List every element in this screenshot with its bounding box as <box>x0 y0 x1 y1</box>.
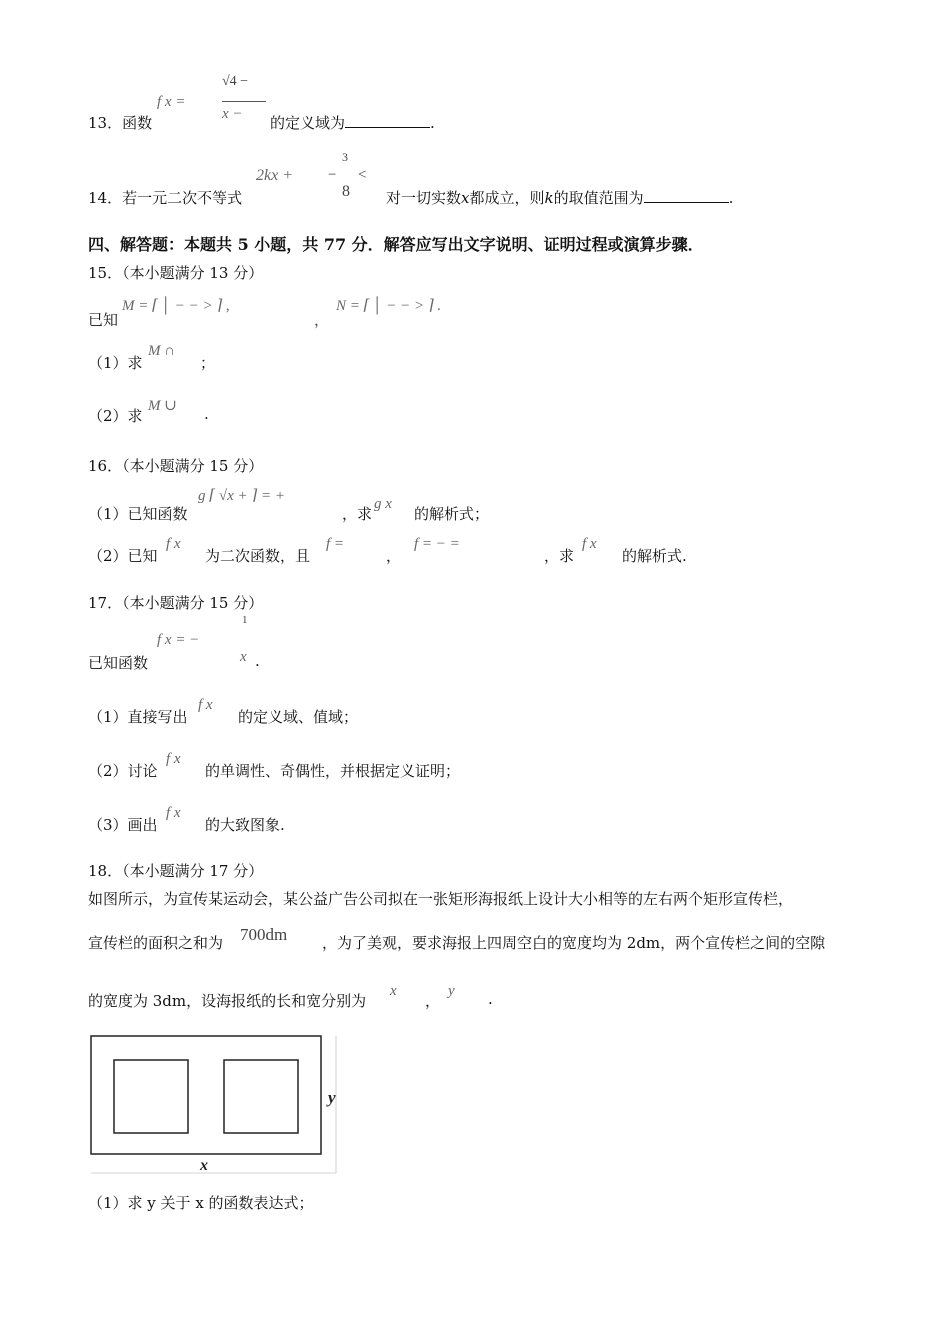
poster-diagram <box>88 1033 340 1175</box>
q15-part2-end: . <box>204 405 209 423</box>
q15-known: 已知 <box>88 311 119 329</box>
q16-p2-c1: f = <box>326 536 345 552</box>
q14-suffix: 的取值范围为 <box>553 189 644 207</box>
q14-var-x: x <box>461 189 470 207</box>
q18-area: 700dm <box>240 925 288 944</box>
q17-p2-fx: f x <box>166 751 181 767</box>
q15-part2-label: （2）求 <box>88 407 143 425</box>
q17-p3-fx: f x <box>166 805 181 821</box>
q13-prefix: 13．函数 <box>88 114 153 132</box>
q17-formula: f x = − <box>157 632 200 648</box>
q16-p2-c2: f = − = <box>414 536 460 552</box>
q13-suffix: 的定义域为 <box>270 114 346 132</box>
q18-line2b: ，为了美观，要求海报上四周空白的宽度均为 2dm，两个宣传栏之间的空隙 <box>322 934 826 952</box>
q13-fraction-bar <box>222 101 266 102</box>
q17-numerator: 1 <box>242 614 248 626</box>
q17-denominator: x <box>240 649 247 665</box>
q16-p2-comma: ， <box>386 547 402 565</box>
section4-heading: 四、解答题：本题共 5 小题，共 77 分．解答应写出文字说明、证明过程或演算步骤． <box>88 235 704 254</box>
q14-eight: 8 <box>342 183 350 200</box>
q15-set-n: N = ⌈ │ − − > ⌉ . <box>336 298 442 314</box>
q14-minus: − <box>328 167 337 183</box>
q13-answer-blank[interactable] <box>345 113 430 128</box>
q18-end: . <box>488 990 493 1008</box>
q13-end: . <box>430 114 435 132</box>
q16-p2-mid: 为二次函数，且 <box>205 547 311 565</box>
q18-line2a: 宣传栏的面积之和为 <box>88 934 224 952</box>
poster-right-panel <box>224 1060 298 1133</box>
q13-formula-lhs: f x = <box>157 94 186 110</box>
q18-line3a: 的宽度为 3dm，设海报纸的长和宽分别为 <box>88 992 367 1010</box>
q18-title: 18．（本小题满分 17 分） <box>88 862 264 880</box>
q17-p3-end: 的大致图象. <box>205 816 285 834</box>
q16-p1-label: （1）已知函数 <box>88 505 188 523</box>
q13-denominator: x − <box>222 106 243 122</box>
q17-p1-end: 的定义域、值域； <box>238 708 359 726</box>
q13-numerator: √4 − <box>222 74 249 89</box>
q15-part1-expr: M ∩ <box>148 343 176 359</box>
q15-comma: ， <box>314 313 330 329</box>
q16-title: 16．（本小题满分 15 分） <box>88 457 264 475</box>
q17-p1-label: （1）直接写出 <box>88 708 188 726</box>
q14-var-k: k <box>544 189 554 207</box>
q17-p2-label: （2）讨论 <box>88 762 158 780</box>
q13-suffix-line <box>270 112 435 133</box>
q14-prefix: 14．若一元二次不等式 <box>88 189 243 207</box>
q16-p1-expr: g ⌈ √x + ⌉ = + <box>198 488 285 504</box>
q16-p2-end: 的解析式. <box>622 547 687 565</box>
poster-label-y: y <box>328 1088 336 1107</box>
q17-title: 17．（本小题满分 15 分） <box>88 594 264 612</box>
poster-figure <box>88 1033 340 1175</box>
q18-p1: （1）求 y 关于 x 的函数表达式； <box>88 1194 314 1212</box>
q17-p2-end: 的单调性、奇偶性，并根据定义证明； <box>205 762 461 780</box>
q16-p1-end: 的解析式； <box>414 505 490 523</box>
q14-tail <box>386 187 733 208</box>
poster-label-x: x <box>200 1157 208 1174</box>
q15-part1-label: （1）求 <box>88 354 143 372</box>
q16-p2-fx2: f x <box>582 536 597 552</box>
q14-lt: < <box>358 167 367 183</box>
q18-comma: ， <box>425 992 441 1010</box>
q17-known: 已知函数 <box>88 654 149 672</box>
q17-p1-fx: f x <box>198 697 213 713</box>
q14-end: . <box>728 189 734 207</box>
q17-dot: . <box>255 652 260 670</box>
q14-middle: 对一切实数 <box>386 189 462 207</box>
q14-three: 3 <box>342 150 348 164</box>
poster-outer-rect <box>91 1036 321 1154</box>
q16-p1-gx: g x <box>374 496 392 512</box>
q14-expr: 2kx + <box>256 167 293 184</box>
q14-middle2: 都成立，则 <box>469 189 545 207</box>
q16-p2-fx: f x <box>166 536 181 552</box>
q14-answer-blank[interactable] <box>644 188 729 203</box>
q15-part2-expr: M ∪ <box>148 398 177 414</box>
q16-p2-mid2: ，求 <box>544 547 575 565</box>
q18-line1: 如图所示，为宣传某运动会，某公益广告公司拟在一张矩形海报纸上设计大小相等的左右两个矩形宣传栏， <box>88 890 794 908</box>
q15-title: 15．（本小题满分 13 分） <box>88 264 264 282</box>
q18-var-x: x <box>390 983 397 999</box>
q16-p2-label: （2）已知 <box>88 547 158 565</box>
q15-part1-end: ； <box>200 354 216 372</box>
q15-set-m: M = ⌈ │ − − > ⌉ , <box>122 298 230 314</box>
q17-p3-label: （3）画出 <box>88 816 158 834</box>
q18-var-y: y <box>448 983 455 999</box>
q16-p1-mid: ，求 <box>342 505 373 523</box>
poster-left-panel <box>114 1060 188 1133</box>
